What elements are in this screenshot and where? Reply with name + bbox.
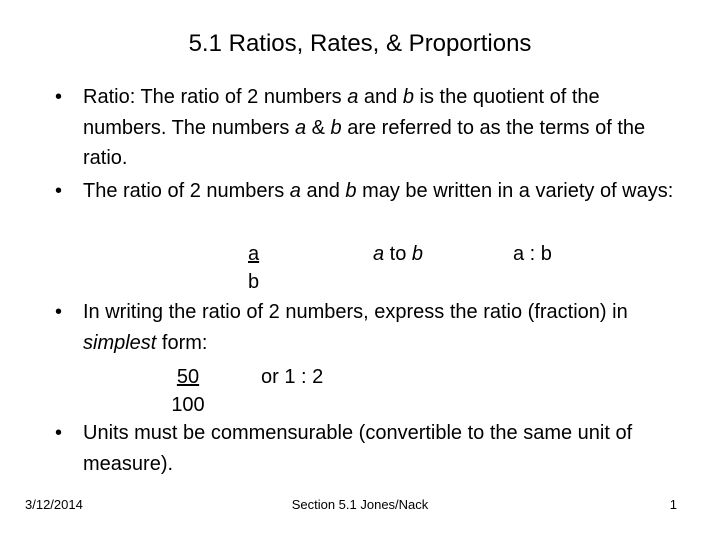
- fraction-numerator: 50: [176, 366, 200, 388]
- footer-center-text: Section 5.1 Jones/Nack: [291, 497, 429, 512]
- fraction-50-over-100: [168, 363, 208, 419]
- bullet-units: [55, 418, 680, 479]
- text-segment: b: [330, 116, 342, 139]
- slide-title: 5.1 Ratios, Rates, & Proportions: [188, 30, 532, 57]
- text-segment: to: [384, 243, 412, 265]
- bullet-ratio-definition: [55, 82, 680, 174]
- text-segment: and: [300, 180, 346, 202]
- bullet-marker: •: [55, 86, 63, 108]
- text-segment: are referred to as the terms of the ratio.: [83, 116, 646, 169]
- text-segment: The ratio of 2 numbers: [83, 180, 290, 202]
- bullet-marker: •: [55, 422, 63, 444]
- text-segment: a: [347, 86, 359, 108]
- text-segment: In writing the ratio of 2 numbers, express the ratio (fraction) in: [83, 301, 628, 323]
- bullet-ways-to-write: [55, 176, 680, 207]
- text-segment: b: [402, 86, 414, 108]
- text-segment: simplest: [83, 331, 157, 354]
- simplest-alternative: or 1 : 2: [261, 366, 324, 388]
- text-segment: and: [358, 86, 403, 108]
- text-segment: is the quotient of the numbers. The numbers: [83, 86, 600, 139]
- text-segment: a: [289, 180, 301, 202]
- fraction-denominator: b: [248, 271, 260, 293]
- text-segment: b: [345, 180, 357, 202]
- fraction-numerator: a: [248, 243, 260, 265]
- bullet-marker: •: [55, 180, 63, 202]
- text-segment: a: [294, 116, 307, 139]
- fraction-a-over-b: [248, 240, 259, 296]
- fraction-denominator: 100: [171, 394, 205, 416]
- footer-date: 3/12/2014: [25, 497, 83, 512]
- colon-form: a : b: [513, 243, 552, 265]
- text-segment: Units must be commensurable (convertible to the same unit of measure).: [83, 422, 633, 475]
- bullet-text: [55, 82, 680, 174]
- text-segment: form:: [156, 331, 208, 354]
- bullet-marker: •: [55, 301, 63, 323]
- text-segment: b: [411, 243, 424, 265]
- bullet-text: [55, 176, 680, 207]
- footer-page-number: 1: [669, 497, 677, 512]
- bullet-text: [55, 297, 680, 358]
- bullet-text: [55, 418, 680, 479]
- text-segment: Ratio: The ratio of 2 numbers: [83, 86, 348, 108]
- text-segment: may be written in a variety of ways:: [356, 180, 674, 202]
- text-segment: a: [373, 243, 385, 265]
- a-to-b-form: [373, 240, 423, 268]
- text-segment: &: [306, 116, 331, 139]
- bullet-simplest-form: [55, 297, 680, 358]
